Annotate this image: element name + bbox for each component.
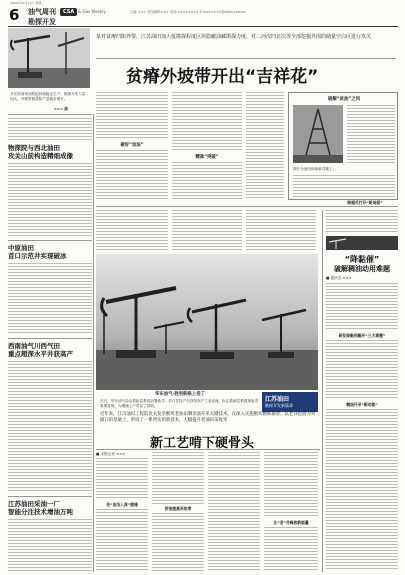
brief-1-subtitle: 攻关山前构造精细成像 <box>8 152 73 160</box>
lead-bottom-rule <box>96 206 398 207</box>
second-col2-text <box>152 452 204 504</box>
side-box-photo <box>293 105 343 163</box>
logo-line-1: 江苏油田 <box>265 396 290 403</box>
brief-3-text <box>8 361 92 493</box>
brief-4-title: 江苏油田采油一厂 <box>8 500 60 508</box>
feature-logo <box>262 392 318 412</box>
brief-2-subtitle: 首口示范井实现破冰 <box>8 252 67 260</box>
second-col4-text <box>264 452 318 518</box>
second-col1-text <box>96 458 148 500</box>
lead-subhead-1: 做好“加法” <box>120 143 144 148</box>
right-box-text-1 <box>326 283 398 331</box>
brief-divider-1 <box>8 240 92 241</box>
right-banner <box>326 236 398 250</box>
intro-divider <box>96 58 396 59</box>
lead-body-col3 <box>246 92 284 200</box>
section-title: 油气周刊 <box>28 7 56 16</box>
right-box-byline: ■ 通讯员 ××× <box>326 276 352 280</box>
right-box-subtitle: 破解稠油动用难题 <box>334 265 390 273</box>
lead-headline: 贫瘠外坡带开出“吉祥花” <box>126 67 319 87</box>
right-box-text-3 <box>326 409 398 569</box>
lead-photo <box>8 28 90 88</box>
right-box-subhead-1: 研发降黏剂解开“三大难题” <box>338 333 386 338</box>
brief-1-text <box>8 163 92 237</box>
lead-body-col1-bottom <box>96 150 168 200</box>
right-box-subhead-2: 稠油开采“新动能” <box>346 402 378 407</box>
side-box-text-2 <box>293 175 395 197</box>
brief-2-title: 中原油田 <box>8 244 34 252</box>
feature-photo <box>96 254 318 390</box>
lead-body-col2-lower <box>172 210 242 250</box>
second-col1-text-2 <box>96 509 148 571</box>
right-box-title: “降黏催” <box>344 255 380 264</box>
brand-badge: CSA <box>60 8 77 16</box>
second-headline: 新工艺啃下硬骨头 <box>150 436 255 451</box>
right-top-text <box>326 210 398 234</box>
issue-date: 2022年10月11日 星期二 <box>10 1 45 5</box>
second-col4-text-2 <box>264 527 318 571</box>
lead-subhead-3: 跨越式打开“新局面” <box>347 200 383 205</box>
side-box-caption: 图片为油田现场新井施工。 <box>293 167 337 171</box>
second-intro: 近年来，江汉油田工程院攻关复杂断块老油田剩余油开采关键技术，在深入实施断块精细描述、以老井挖潜为突破口的基础上，形成了一系列实用新技术，大幅提升老油田采收率 <box>100 412 316 423</box>
header-rule <box>8 26 398 27</box>
brief-1-title: 物探院与西北油田 <box>8 144 60 152</box>
second-subhead-3: 让“老”井释放新能量 <box>273 520 309 525</box>
brief-divider-2 <box>8 338 92 339</box>
right-box-text-2 <box>326 340 398 400</box>
lead-body-col2-bottom <box>172 162 242 200</box>
section-subtitle: 勘探开发 <box>28 18 56 26</box>
side-box-text <box>347 105 395 163</box>
lead-body-col1-lower <box>96 210 168 250</box>
side-box-title: 破解“贫油”之问 <box>327 97 361 102</box>
left-col-text-0 <box>8 118 92 140</box>
left-column-divider <box>93 114 94 572</box>
second-rule <box>96 449 320 450</box>
feature-caption-text: 近日，华东油气局沿着新层系再部署新井，多口井投产后获得高产工业油流，标志着新层系勘探取得重要进展，为增储上产奠定了基础。 <box>100 399 259 408</box>
lead-intro: 某对贫瘠凹陷外带，江苏油田加大低勘探程度区块隐蔽油藏勘探力度，对三河次凹北次等全部挖掘外围的储量空白区进行攻关 <box>96 34 372 40</box>
header-meta: 主编:王×× 责任编辑:××× 电话:×××××××× E-mail:××××@petro.com.cn <box>130 10 246 14</box>
page-number: 6 <box>9 6 20 24</box>
brief-3-title: 西南油气川西气田 <box>8 342 60 350</box>
brief-2-text <box>8 263 92 335</box>
lead-photo-credit: ××× 摄 <box>54 107 68 111</box>
second-byline: ■ 本报记者 ××× <box>96 452 126 456</box>
right-column-divider <box>322 210 323 572</box>
brief-3-subtitle: 重点超深水平井获高产 <box>8 350 73 358</box>
feature-caption-title: 华东油气·胜利新路上扬了 <box>155 392 205 397</box>
logo-line-2: 勘探开发新篇章 <box>265 403 293 408</box>
lead-side-box <box>288 92 398 200</box>
brief-4-subtitle: 智能分注技术增油万吨 <box>8 508 73 516</box>
lead-photo-caption: 井区原油采油机组持续稳定生产，勘探开发力量加大，外坡带储量和产量稳步增长。 <box>10 92 86 101</box>
brand-english-title: & Gas Weekly <box>78 9 106 14</box>
brief-4-text <box>8 519 92 571</box>
lead-body-col1-top <box>96 92 168 140</box>
lead-body-col2-top <box>172 92 242 152</box>
caption-divider <box>8 114 92 115</box>
lead-body-col3-lower <box>246 210 316 250</box>
pumpjacks-field-icon <box>96 254 318 390</box>
second-subhead-2: 挤油提高采收率 <box>164 506 192 511</box>
brief-divider-3 <box>8 496 92 497</box>
lead-subhead-2: 精准“突破” <box>195 155 219 160</box>
second-subhead-1: 先“由浅入深”提储 <box>106 502 138 507</box>
drilling-rig-icon <box>293 105 343 163</box>
pumpjack-small-icon <box>326 237 398 250</box>
second-col2-text-2 <box>152 513 204 571</box>
pumpjack-silhouette-icon <box>8 28 90 88</box>
second-col3-text <box>208 452 260 571</box>
